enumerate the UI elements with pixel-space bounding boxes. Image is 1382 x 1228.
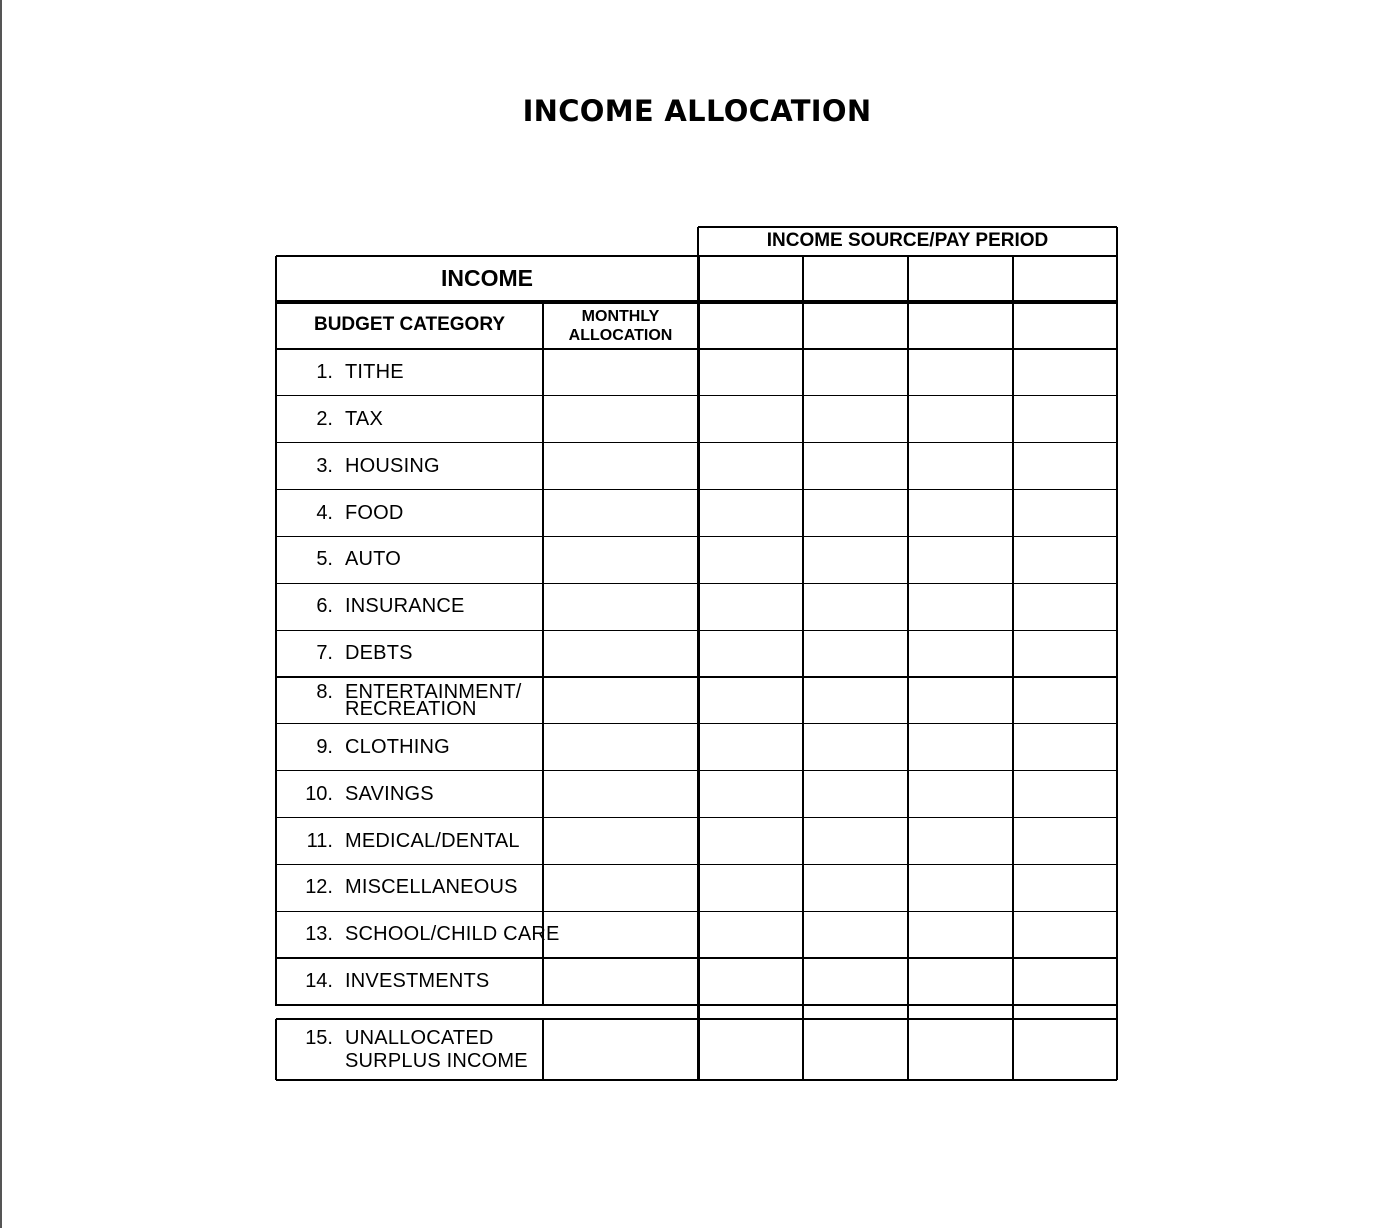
category-label: UNALLOCATED xyxy=(345,1027,494,1049)
pay-period-cell[interactable] xyxy=(700,585,801,628)
pay-period-cell[interactable] xyxy=(805,1021,906,1078)
monthly-allocation-cell[interactable] xyxy=(545,351,696,394)
pay-period-cell[interactable] xyxy=(1015,726,1115,769)
pay-period-cell[interactable] xyxy=(805,445,906,488)
pay-period-cell[interactable] xyxy=(700,492,801,535)
pay-period-cell[interactable] xyxy=(805,585,906,628)
pay-period-cell[interactable] xyxy=(700,773,801,816)
pay-period-cell[interactable] xyxy=(1015,960,1115,1003)
pay-period-cell[interactable] xyxy=(805,726,906,769)
monthly-allocation-cell[interactable] xyxy=(545,960,696,1003)
pay-period-cell[interactable] xyxy=(700,538,801,581)
row15-period-divider xyxy=(1012,1019,1014,1080)
category-number: 8. xyxy=(316,680,333,703)
pay-period-cell[interactable] xyxy=(1015,538,1115,581)
category-label: DEBTS xyxy=(345,642,413,665)
pay-period-cell[interactable] xyxy=(910,679,1011,722)
category-number: 14. xyxy=(305,970,333,993)
pay-period-cell[interactable] xyxy=(910,1021,1011,1078)
pay-period-cell[interactable] xyxy=(700,679,801,722)
category-column-divider xyxy=(542,302,544,1006)
category-label: AUTO xyxy=(345,548,401,571)
row15-category-divider xyxy=(542,1019,544,1080)
pay-period-cell[interactable] xyxy=(805,398,906,441)
category-number: 2. xyxy=(316,407,333,430)
pay-period-cell[interactable] xyxy=(910,492,1011,535)
monthly-allocation-cell[interactable] xyxy=(545,726,696,769)
pay-period-cell[interactable] xyxy=(700,1021,801,1078)
category-number: 4. xyxy=(316,501,333,524)
pay-period-cell[interactable] xyxy=(805,820,906,863)
pay-period-cell[interactable] xyxy=(700,445,801,488)
period-column-divider xyxy=(1012,256,1014,1006)
monthly-allocation-cell[interactable] xyxy=(545,773,696,816)
pay-period-cell[interactable] xyxy=(1015,913,1115,956)
source-period-header: INCOME SOURCE/PAY PERIOD xyxy=(766,230,1049,251)
category-number: 7. xyxy=(316,642,333,665)
pay-period-cell[interactable] xyxy=(910,398,1011,441)
monthly-allocation-cell[interactable] xyxy=(545,632,696,675)
pay-period-cell[interactable] xyxy=(700,726,801,769)
category-label: RECREATION xyxy=(345,697,477,720)
pay-period-cell[interactable] xyxy=(1015,679,1115,722)
pay-period-cell[interactable] xyxy=(1015,820,1115,863)
gap-connector xyxy=(697,1005,700,1019)
row15-period-divider xyxy=(802,1019,804,1080)
category-number: 15. xyxy=(305,1027,333,1049)
monthly-allocation-cell[interactable] xyxy=(545,492,696,535)
category-label: INSURANCE xyxy=(345,595,465,618)
page-title: INCOME ALLOCATION xyxy=(522,94,872,128)
pay-period-cell[interactable] xyxy=(700,351,801,394)
pay-period-cell[interactable] xyxy=(700,632,801,675)
pay-period-cell[interactable] xyxy=(805,960,906,1003)
category-label: SCHOOL/CHILD CARE xyxy=(345,923,560,946)
pay-period-cell[interactable] xyxy=(1015,398,1115,441)
pay-period-cell[interactable] xyxy=(910,820,1011,863)
pay-period-cell[interactable] xyxy=(700,398,801,441)
pay-period-cell[interactable] xyxy=(1015,773,1115,816)
category-number: 11. xyxy=(306,829,333,852)
pay-period-cell[interactable] xyxy=(1015,866,1115,909)
category-number: 1. xyxy=(316,361,333,383)
monthly-allocation-cell[interactable] xyxy=(545,445,696,488)
pay-period-cell[interactable] xyxy=(1015,351,1115,394)
page-edge-rule xyxy=(0,0,2,1228)
monthly-allocation-cell[interactable] xyxy=(545,398,696,441)
pay-period-cell[interactable] xyxy=(805,866,906,909)
pay-period-cell[interactable] xyxy=(700,866,801,909)
gap-connector xyxy=(1116,1005,1118,1019)
category-label: MISCELLANEOUS xyxy=(345,876,518,899)
gap-connector xyxy=(1012,1005,1014,1019)
pay-period-cell[interactable] xyxy=(910,773,1011,816)
budget-category-header: BUDGET CATEGORY xyxy=(313,314,506,335)
monthly-allocation-cell[interactable] xyxy=(545,866,696,909)
row15-right-border xyxy=(1116,1019,1118,1080)
pay-period-cell[interactable] xyxy=(910,351,1011,394)
monthly-allocation-cell[interactable] xyxy=(545,1021,696,1078)
monthly-allocation-header: MONTHLY xyxy=(581,308,660,325)
row15-period-divider xyxy=(907,1019,909,1080)
pay-period-cell[interactable] xyxy=(910,960,1011,1003)
category-number: 6. xyxy=(316,595,333,618)
pay-period-cell[interactable] xyxy=(910,632,1011,675)
category-label: TAX xyxy=(345,407,384,430)
pay-period-cell[interactable] xyxy=(1015,445,1115,488)
category-number: 10. xyxy=(305,782,333,805)
pay-period-cell[interactable] xyxy=(910,538,1011,581)
category-number: 3. xyxy=(316,454,333,477)
pay-period-cell[interactable] xyxy=(805,351,906,394)
pay-period-cell[interactable] xyxy=(910,866,1011,909)
category-label: ENTERTAINMENT/ xyxy=(345,680,522,703)
monthly-allocation-cell[interactable] xyxy=(545,913,696,956)
period-column-divider xyxy=(802,256,804,1006)
category-label: INVESTMENTS xyxy=(345,970,490,993)
pay-period-cell[interactable] xyxy=(805,632,906,675)
category-label: CLOTHING xyxy=(345,735,450,758)
pay-period-cell[interactable] xyxy=(805,538,906,581)
category-number: 9. xyxy=(316,735,333,758)
pay-period-cell[interactable] xyxy=(805,492,906,535)
category-label: SAVINGS xyxy=(345,782,434,805)
monthly-allocation-header: ALLOCATION xyxy=(568,327,673,344)
monthly-allocation-cell[interactable] xyxy=(545,820,696,863)
category-number: 12. xyxy=(305,876,333,899)
category-label: HOUSING xyxy=(345,454,440,477)
pay-period-cell[interactable] xyxy=(910,585,1011,628)
category-label: FOOD xyxy=(345,501,404,524)
source-header-top xyxy=(698,226,1117,228)
category-label: MEDICAL/DENTAL xyxy=(345,829,520,852)
category-label: TITHE xyxy=(345,361,404,383)
pay-period-cell[interactable] xyxy=(700,960,801,1003)
gap-connector xyxy=(802,1005,804,1019)
monthly-allocation-cell[interactable] xyxy=(545,679,696,722)
pay-period-cell[interactable] xyxy=(700,820,801,863)
category-label: SURPLUS INCOME xyxy=(345,1050,528,1072)
pay-period-cell[interactable] xyxy=(1015,585,1115,628)
pay-period-cell[interactable] xyxy=(700,913,801,956)
pay-period-cell[interactable] xyxy=(805,773,906,816)
pay-period-cell[interactable] xyxy=(805,679,906,722)
pay-period-cell[interactable] xyxy=(805,913,906,956)
pay-period-cell[interactable] xyxy=(910,445,1011,488)
monthly-allocation-cell[interactable] xyxy=(545,585,696,628)
gap-connector xyxy=(907,1005,909,1019)
pay-period-cell[interactable] xyxy=(910,913,1011,956)
pay-period-cell[interactable] xyxy=(1015,1021,1115,1078)
table-right-border xyxy=(1116,256,1118,1006)
period-column-divider xyxy=(907,256,909,1006)
income-header: INCOME xyxy=(441,265,533,291)
monthly-allocation-cell[interactable] xyxy=(545,538,696,581)
pay-period-cell[interactable] xyxy=(1015,492,1115,535)
category-number: 13. xyxy=(305,923,333,946)
category-number: 5. xyxy=(316,548,333,571)
pay-period-cell[interactable] xyxy=(910,726,1011,769)
pay-period-cell[interactable] xyxy=(1015,632,1115,675)
